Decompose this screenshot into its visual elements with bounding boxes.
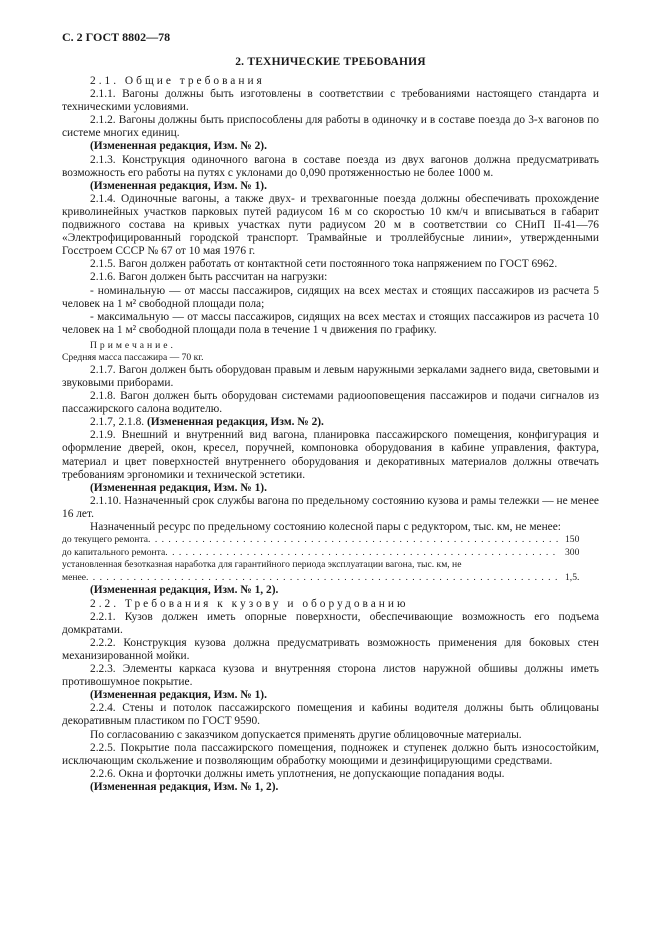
paragraph: 2.1.5. Вагон должен работать от контактной сети постоянного тока напряжением по ГОСТ 6962. [90, 258, 558, 271]
paragraph: 2.1.6. Вагон должен быть рассчитан на нагрузки: [90, 271, 328, 284]
paragraph: 2.2.6. Окна и форточки должны иметь уплотнения, не допускающие попадания воды. [90, 767, 505, 780]
revision-note: (Измененная редакция, Изм. № 1). [90, 179, 267, 192]
dot-leader [148, 534, 559, 547]
resource-row [62, 547, 599, 560]
resource-label: менее [62, 571, 86, 583]
resource-label: до текущего ремонта [62, 534, 149, 546]
revision-note: (Измененная редакция, Изм. № 1). [90, 481, 267, 494]
paragraph: 2.1.9. Внешний и внутренний вид вагона, планировка пассажирского помещения, конфигурация и оформление дверей, окон, кресел, поручней, компоновка оборудования в кабине управления, фактура, материал и цвет поверхностей внутреннего оборудования и декоративных материалов должны отвечать требованиям эргономики и технической эстетики. [62, 429, 599, 481]
paragraph: 2.2.3. Элементы каркаса кузова и внутренняя сторона листов наружной обшивы должны иметь противошумное покрытие. [62, 663, 599, 689]
revision-note: (Измененная редакция, Изм. № 1, 2). [90, 584, 279, 597]
resource-row [62, 572, 599, 585]
resource-value: 300 [565, 546, 580, 558]
note-text: Средняя масса пассажира — 70 кг. [62, 351, 204, 363]
paragraph: 2.1.8. Вагон должен быть оборудован системами радиооповещения пассажиров и подачи сигналов из пассажирского салона водителю. [62, 390, 599, 416]
revision-line [62, 416, 599, 429]
subsection-heading: 2.1. Общие требования [90, 75, 265, 87]
dot-leader [165, 547, 559, 560]
resource-value: 150 [565, 534, 580, 546]
revision-note: (Измененная редакция, Изм. № 2). [146, 416, 324, 429]
resource-label: установленная безотказная наработка для гарантийного периода эксплуатации вагона, тыс. км, не [62, 559, 462, 571]
paragraph: Назначенный ресурс по предельному состоянию колесной пары с редуктором, тыс. км, не менее: [90, 521, 561, 533]
paragraph: 2.2.4. Стены и потолок пассажирского помещения и кабины водителя должны быть облицованы декоративным пластиком по ГОСТ 9590. [62, 702, 599, 728]
paragraph: 2.1.4. Одиночные вагоны, а также двух- и трехвагонные поезда должны обеспечивать прохождение криволинейных участков парковых путей радиусом 16 м со скоростью 10 км/ч и вписываться в габарит подвижного состава на кривых участках пути радиусом 20 м в соответствии со СНиП II-41—76 «Электрофицированный городской транспорт. Трамвайные и троллейбусные линии», утвержденными Госстроем СССР № 67 от 10 мая 1976 г. [62, 192, 599, 258]
resource-row [62, 534, 599, 547]
subsection-heading: 2.2. Требования к кузову и оборудованию [90, 597, 409, 610]
resource-value: 1,5. [565, 571, 580, 583]
revision-note: (Измененная редакция, Изм. № 1). [90, 689, 267, 702]
resource-row [62, 559, 599, 572]
paragraph: 2.1.10. Назначенный срок службы вагона по предельному состоянию кузова и рамы тележки — не менее 16 лет. [62, 494, 599, 520]
revision-note: (Измененная редакция, Изм. № 2). [90, 140, 267, 153]
paragraph: 2.2.2. Конструкция кузова должна предусматривать возможность применения для боковых стен механизированной мойки. [62, 636, 599, 662]
paragraph: 2.1.3. Конструкция одиночного вагона в составе поезда из двух вагонов должна предусматривать возможность его работы на путях с уклонами до 0,090 протяженностью не более 1000 м. [62, 153, 599, 179]
paragraph: 2.1.7. Вагон должен быть оборудован правым и левым наружными зеркалами заднего вида, световыми и звуковыми приборами. [62, 363, 599, 389]
note-heading: Примечание. [90, 339, 176, 351]
paragraph: 2.1.1. Вагоны должны быть изготовлены в соответствии с требованиями настоящего стандарта и техническими условиями. [62, 88, 599, 114]
paragraph: 2.1.2. Вагоны должны быть приспособлены для работы в одиночку и в составе поезда до 3-х вагонов по системе многих единиц. [62, 114, 599, 140]
paragraph: По согласованию с заказчиком допускается применять другие облицовочные материалы. [90, 728, 522, 741]
section-title: 2. ТЕХНИЧЕСКИЕ ТРЕБОВАНИЯ [235, 56, 426, 68]
resource-label: до капитального ремонта [62, 546, 166, 558]
document-body [62, 75, 599, 794]
paragraph: 2.2.5. Покрытие пола пассажирского помещения, подножек и ступенек должно быть износостойким, исключающим скольжение и позволяющим обработку моющими и дезинфицирующими средствами. [62, 741, 599, 767]
page-header: С. 2 ГОСТ 8802—78 [62, 30, 171, 44]
paragraph: 2.2.1. Кузов должен иметь опорные поверхности, обеспечивающие возможность его подъема домкратами. [62, 610, 599, 636]
clause-ref: 2.1.7, 2.1.8. [90, 416, 145, 429]
list-item: - номинальную — от массы пассажиров, сидящих на всех местах и стоящих пассажиров из расчета 5 человек на 1 м² свободной площади пола; [62, 284, 599, 310]
list-item: - максимальную — от массы пассажиров, сидящих на всех местах и стоящих пассажиров из расчета 10 человек на 1 м² свободной площади пола в течение 1 ч движения по графику. [62, 310, 599, 336]
dot-leader [86, 572, 559, 585]
revision-note: (Измененная редакция, Изм. № 1, 2). [90, 780, 279, 793]
